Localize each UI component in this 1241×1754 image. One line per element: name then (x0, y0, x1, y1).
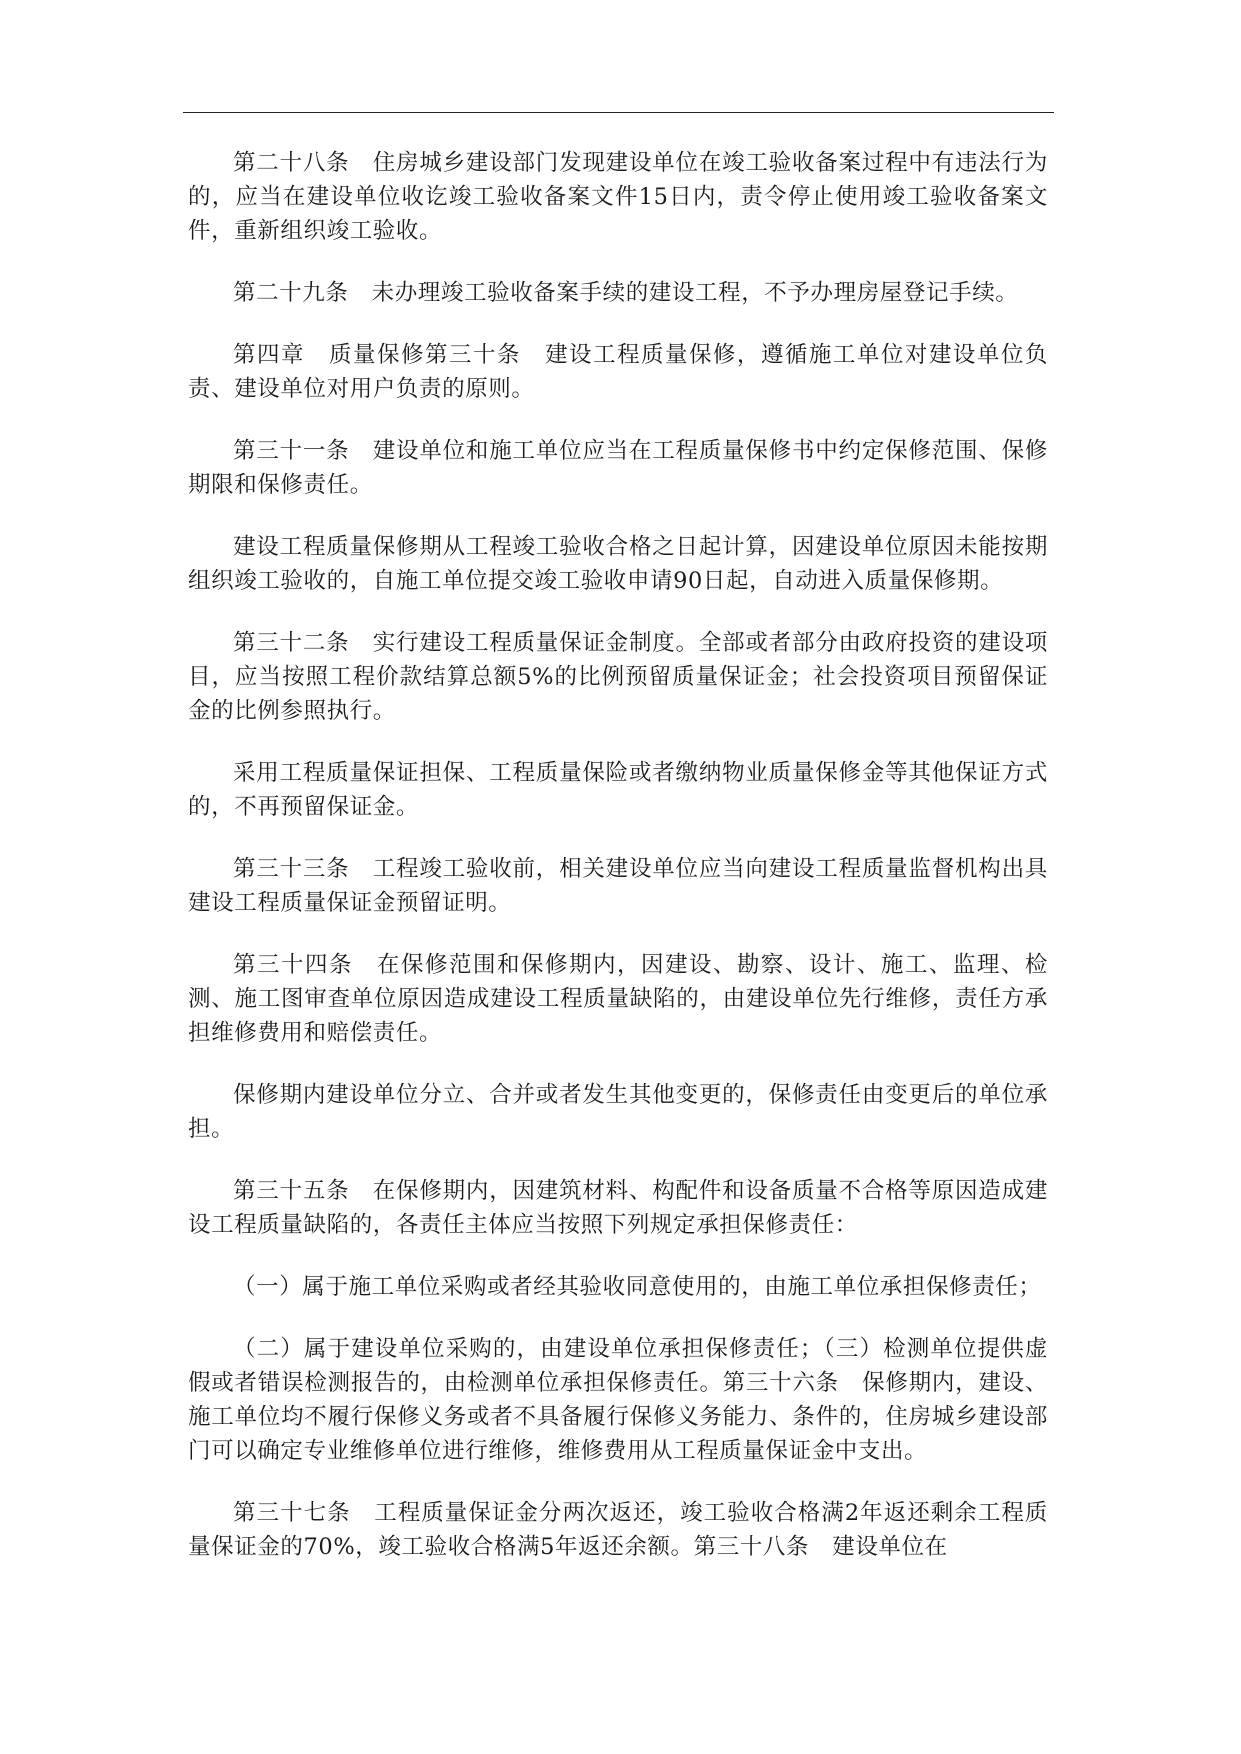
paragraph-article-35: 第三十五条 在保修期内，因建筑材料、构配件和设备质量不合格等原因造成建设工程质量缺陷的，各责任主体应当按照下列规定承担保修责任： (188, 1178, 1048, 1238)
paragraph-article-31: 第三十一条 建设单位和施工单位应当在工程质量保修书中约定保修范围、保修期限和保修责任。 (188, 438, 1048, 498)
paragraph-warranty-period: 建设工程质量保修期从工程竣工验收合格之日起计算，因建设单位原因未能按期组织竣工验收的，自施工单位提交竣工验收申请90日起，自动进入质量保修期。 (188, 534, 1048, 594)
paragraph-article-34: 第三十四条 在保修范围和保修期内，因建设、勘察、设计、施工、监理、检测、施工图审查单位原因造成建设工程质量缺陷的，由建设单位先行维修，责任方承担维修费用和赔偿责任。 (188, 952, 1048, 1046)
header-rule (183, 112, 1054, 113)
paragraph-article-32: 第三十二条 实行建设工程质量保证金制度。全部或者部分由政府投资的建设项目，应当按照工程价款结算总额5%的比例预留质量保证金；社会投资项目预留保证金的比例参照执行。 (188, 630, 1048, 724)
paragraph-article-29: 第二十九条 未办理竣工验收备案手续的建设工程，不予办理房屋登记手续。 (233, 280, 1019, 306)
paragraph-article-37-38: 第三十七条 工程质量保证金分两次返还，竣工验收合格满2年返还剩余工程质量保证金的70%，竣工验收合格满5年返还余额。第三十八条 建设单位在 (188, 1500, 1048, 1560)
paragraph-item-2-3-article-36: （二）属于建设单位采购的，由建设单位承担保修责任；（三）检测单位提供虚假或者错误检测报告的，由检测单位承担保修责任。第三十六条 保修期内，建设、施工单位均不履行保修义务或者不具备履行保修义务能力、条件的，住房城乡建设部门可以确定专业维修单位进行维修，维修费用从工程质量保证金中支出。 (188, 1336, 1048, 1464)
paragraph-unit-change: 保修期内建设单位分立、合并或者发生其他变更的，保修责任由变更后的单位承担。 (188, 1082, 1048, 1142)
paragraph-article-28: 第二十八条 住房城乡建设部门发现建设单位在竣工验收备案过程中有违法行为的，应当在建设单位收讫竣工验收备案文件15日内，责令停止使用竣工验收备案文件，重新组织竣工验收。 (188, 150, 1048, 244)
document-body (188, 146, 1048, 1592)
paragraph-article-33: 第三十三条 工程竣工验收前，相关建设单位应当向建设工程质量监督机构出具建设工程质量保证金预留证明。 (188, 856, 1048, 916)
paragraph-guarantee-alternatives: 采用工程质量保证担保、工程质量保险或者缴纳物业质量保修金等其他保证方式的，不再预留保证金。 (188, 760, 1048, 820)
paragraph-item-1: （一）属于施工单位采购或者经其验收同意使用的，由施工单位承担保修责任； (233, 1274, 1042, 1300)
paragraph-chapter-4-article-30: 第四章 质量保修第三十条 建设工程质量保修，遵循施工单位对建设单位负责、建设单位对用户负责的原则。 (188, 342, 1048, 402)
